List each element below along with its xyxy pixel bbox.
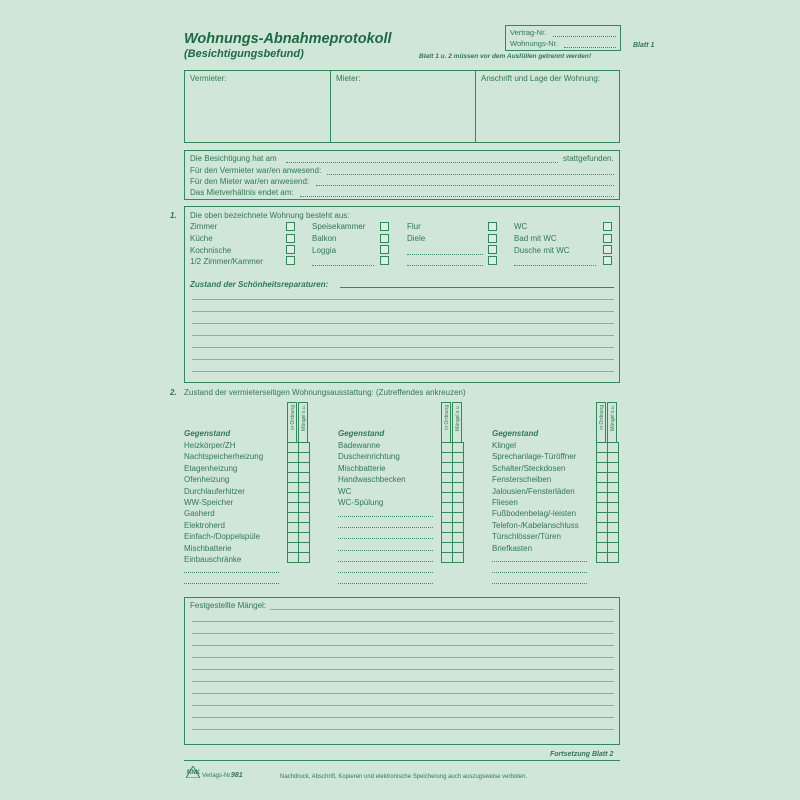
defects-line[interactable] <box>192 633 614 634</box>
room-label: Balkon <box>312 234 337 243</box>
lease-end-label: Das Mietverhältnis endet am: <box>190 188 294 197</box>
condition-defect-header: Mängel s.u. <box>301 405 307 431</box>
section-1-number: 1. <box>170 211 177 220</box>
room-checkbox[interactable] <box>380 234 389 243</box>
sheet-label: Blatt 1 <box>633 42 655 49</box>
repairs-line[interactable] <box>192 299 614 300</box>
room-label: 1/2 Zimmer/Kammer <box>190 257 263 266</box>
address-label: Anschrift und Lage der Wohnung: <box>481 74 601 83</box>
repairs-heading: Zustand der Schönheitsreparaturen: <box>190 280 329 289</box>
item-custom-field[interactable] <box>338 561 433 562</box>
room-checkbox[interactable] <box>488 222 497 231</box>
room-label: Speisekammer <box>312 222 366 231</box>
item-custom-field[interactable] <box>338 550 433 551</box>
defects-line[interactable] <box>192 693 614 694</box>
inspection-date-field[interactable] <box>286 162 558 163</box>
room-checkbox[interactable] <box>488 234 497 243</box>
parties-divider-1 <box>330 70 331 143</box>
section-1-box <box>184 206 620 383</box>
defects-line[interactable] <box>192 681 614 682</box>
defects-line[interactable] <box>192 717 614 718</box>
item-label: Fliesen <box>492 498 518 507</box>
item-label: Mischbatterie <box>184 544 232 553</box>
item-label: Handwaschbecken <box>338 475 406 484</box>
condition-grid[interactable] <box>441 442 464 563</box>
condition-grid[interactable] <box>287 442 310 563</box>
room-checkbox[interactable] <box>488 245 497 254</box>
repairs-line[interactable] <box>192 347 614 348</box>
room-label: Zimmer <box>190 222 218 231</box>
item-label: Etagenheizung <box>184 464 238 473</box>
apartment-number-label: Wohnungs-Nr. <box>510 39 558 48</box>
parties-divider-2 <box>475 70 476 143</box>
condition-grid[interactable] <box>596 442 619 563</box>
room-label: Diele <box>407 234 426 243</box>
defects-line[interactable] <box>192 645 614 646</box>
item-label: Fensterscheiben <box>492 475 552 484</box>
condition-ok-header: in Ordnung <box>290 405 296 430</box>
room-checkbox[interactable] <box>286 222 295 231</box>
item-custom-field[interactable] <box>492 561 587 562</box>
item-column-heading: Gegenstand <box>184 429 231 438</box>
continued-note: Fortsetzung Blatt 2 <box>550 751 614 758</box>
item-label: Sprechanlage-Türöffner <box>492 452 577 461</box>
publisher-logo <box>186 765 200 777</box>
item-label: Schalter/Steckdosen <box>492 464 566 473</box>
publisher-label: Verlags-Nr. <box>202 773 232 779</box>
room-checkbox[interactable] <box>380 245 389 254</box>
section-1-intro: Die oben bezeichnete Wohnung besteht aus: <box>190 211 350 220</box>
inspection-date-label: Die Besichtigung hat am <box>190 154 277 163</box>
item-label: Briefkasten <box>492 544 533 553</box>
defects-line[interactable] <box>192 705 614 706</box>
item-label: Ofenheizung <box>184 475 230 484</box>
item-column-heading: Gegenstand <box>492 429 539 438</box>
item-label: Jalousien/Fensterläden <box>492 487 575 496</box>
defects-line[interactable] <box>192 621 614 622</box>
condition-ok-header: in Ordnung <box>599 405 605 430</box>
defects-line[interactable] <box>192 657 614 658</box>
room-checkbox[interactable] <box>380 256 389 265</box>
item-label: Badewanne <box>338 441 381 450</box>
repairs-heading-line <box>340 287 614 288</box>
landlord-label: Vermieter: <box>190 74 227 83</box>
room-label: Loggia <box>312 246 337 255</box>
tenant-present-field[interactable] <box>316 185 614 186</box>
contract-number-label: Vertrag-Nr. <box>510 28 547 37</box>
item-custom-field[interactable] <box>338 538 433 539</box>
room-checkbox[interactable] <box>286 256 295 265</box>
item-label: Mischbatterie <box>338 464 386 473</box>
section-2-number: 2. <box>170 388 177 397</box>
item-label: Gasherd <box>184 509 215 518</box>
room-checkbox[interactable] <box>488 256 497 265</box>
room-label: Küche <box>190 234 213 243</box>
defects-box <box>184 597 620 745</box>
page-subtitle: (Besichtigungsbefund) <box>184 48 304 60</box>
inspection-date-suffix: stattgefunden. <box>563 154 614 163</box>
room-checkbox[interactable] <box>286 234 295 243</box>
lease-end-field[interactable] <box>300 196 614 197</box>
repairs-line[interactable] <box>192 323 614 324</box>
page-title: Wohnungs-Abnahmeprotokoll <box>184 31 392 47</box>
condition-defect-header: Mängel s.u. <box>610 405 616 431</box>
tenant-present-label: Für den Mieter war/en anwesend: <box>190 177 310 186</box>
room-checkbox[interactable] <box>603 256 612 265</box>
publisher-logo-text: RNK <box>187 770 200 776</box>
repairs-line[interactable] <box>192 335 614 336</box>
room-custom-field[interactable] <box>407 254 483 255</box>
defects-line[interactable] <box>192 669 614 670</box>
item-label: Nachtspeicherheizung <box>184 452 264 461</box>
copyright-note: Nachdruck, Abschrift, Kopieren und elektronische Speicherung auch auszugsweise verboten. <box>280 774 528 780</box>
item-custom-field[interactable] <box>338 516 433 517</box>
apartment-number-field[interactable] <box>564 47 616 48</box>
item-label: Einfach-/Doppelspüle <box>184 532 261 541</box>
item-custom-field[interactable] <box>184 583 279 584</box>
tenant-label: Mieter: <box>336 74 361 83</box>
room-custom-field[interactable] <box>312 265 374 266</box>
item-custom-field[interactable] <box>492 572 587 573</box>
room-label: WC <box>514 222 528 231</box>
footer-divider <box>184 760 620 761</box>
defects-line[interactable] <box>270 609 614 610</box>
room-checkbox[interactable] <box>603 234 612 243</box>
contract-number-field[interactable] <box>553 36 616 37</box>
item-label: WW-Speicher <box>184 498 234 507</box>
item-custom-field[interactable] <box>338 583 433 584</box>
item-label: WC-Spülung <box>338 498 384 507</box>
room-custom-field[interactable] <box>514 265 596 266</box>
room-label: Kochnische <box>190 246 232 255</box>
item-label: WC <box>338 487 352 496</box>
item-label: Einbauschränke <box>184 555 242 564</box>
item-label: Türschlösser/Türen <box>492 532 561 541</box>
room-label: Flur <box>407 222 421 231</box>
item-label: Heizkörper/ZH <box>184 441 236 450</box>
item-custom-field[interactable] <box>492 583 587 584</box>
separation-note: Blatt 1 u. 2 müssen vor dem Ausfüllen getrennt werden! <box>419 53 592 60</box>
room-checkbox[interactable] <box>603 222 612 231</box>
room-checkbox[interactable] <box>286 245 295 254</box>
repairs-line[interactable] <box>192 371 614 372</box>
item-label: Durchlauferhitzer <box>184 487 245 496</box>
item-label: Klingel <box>492 441 517 450</box>
item-label: Telefon-/Kabelanschluss <box>492 521 579 530</box>
condition-ok-header: in Ordnung <box>444 405 450 430</box>
repairs-line[interactable] <box>192 311 614 312</box>
room-label: Dusche mit WC <box>514 246 570 255</box>
room-checkbox[interactable] <box>380 222 389 231</box>
item-custom-field[interactable] <box>338 572 433 573</box>
landlord-present-label: Für den Vermieter war/en anwesend: <box>190 166 322 175</box>
item-label: Duscheinrichtung <box>338 452 400 461</box>
item-label: Fußbodenbelag/-leisten <box>492 509 577 518</box>
landlord-present-field[interactable] <box>327 174 614 175</box>
defects-line[interactable] <box>192 729 614 730</box>
section-2-intro: Zustand der vermieterseitigen Wohnungsausstattung: (Zutreffendes ankreuzen) <box>184 388 466 397</box>
item-label: Elektroherd <box>184 521 225 530</box>
item-custom-field[interactable] <box>184 572 279 573</box>
item-custom-field[interactable] <box>338 527 433 528</box>
publisher-number: 981 <box>231 772 243 779</box>
condition-defect-header: Mängel s.u. <box>455 405 461 431</box>
item-column-heading: Gegenstand <box>338 429 385 438</box>
repairs-line[interactable] <box>192 359 614 360</box>
room-label: Bad mit WC <box>514 234 557 243</box>
room-custom-field[interactable] <box>407 265 483 266</box>
defects-label: Festgestellte Mängel: <box>190 601 267 610</box>
room-checkbox[interactable] <box>603 245 612 254</box>
